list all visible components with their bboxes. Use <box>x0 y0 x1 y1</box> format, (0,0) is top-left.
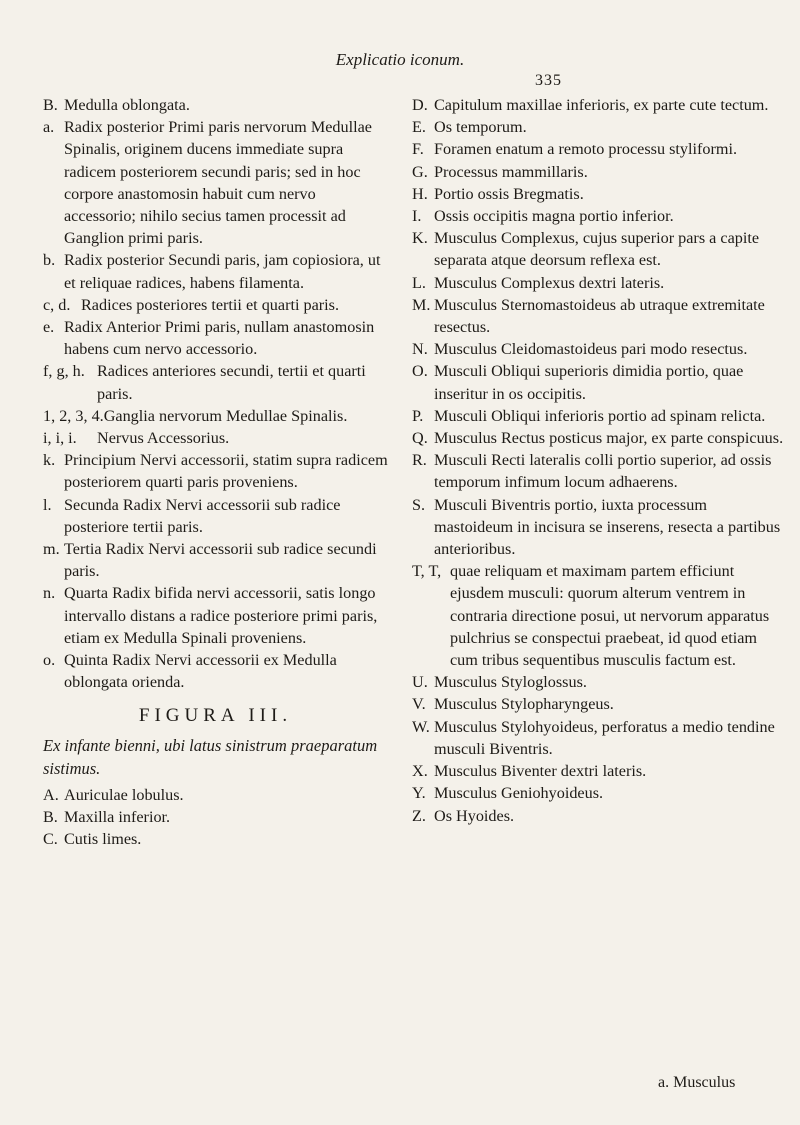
legend-key: U. <box>412 673 428 692</box>
legend-key: E. <box>412 118 426 137</box>
legend-entry <box>43 405 388 427</box>
legend-key: o. <box>43 651 56 670</box>
legend-entry <box>43 294 388 316</box>
legend-text: Radix Anterior Primi paris, nullam anastomosin habens cum nervo accessorio. <box>64 318 375 359</box>
legend-text: Cutis limes. <box>64 830 142 849</box>
legend-text: Musculus Stylohyoideus, perforatus a medio tendine musculi Biventris. <box>434 717 775 758</box>
legend-key: k. <box>43 451 56 470</box>
legend-entry <box>412 805 784 827</box>
running-head: Explicatio iconum. <box>335 50 465 69</box>
legend-text: Radix posterior Primi paris nervorum Medullae Spinalis, originem ducens immediate supra radicem posteriorem secundi paris; sed in hoc corpore anastomosin habuit cum nervo accessorio; nihilo secius tamen processit ad Ganglion primi paris. <box>64 118 372 248</box>
legend-key: i, i, i. <box>43 429 77 448</box>
legend-text: Portio ossis Bregmatis. <box>434 184 584 203</box>
legend-text: Musculi Recti lateralis colli portio superior, ad ossis temporum infimum locum adhaerens. <box>434 451 772 492</box>
legend-key: D. <box>412 96 428 114</box>
legend-text: Musculi Biventris portio, iuxta processum mastoideum in incisura se inserens, resecta a partibus anterioribus. <box>434 495 781 559</box>
right-column <box>412 94 784 827</box>
left-column <box>43 94 388 850</box>
legend-text: Musculus Complexus dextri lateris. <box>434 273 665 292</box>
legend-entry <box>43 828 388 850</box>
legend-text: Musculus Geniohyoideus. <box>434 784 604 803</box>
legend-text: Musculi Obliqui inferioris portio ad spinam relicta. <box>434 406 766 425</box>
legend-entry <box>412 161 784 183</box>
legend-entry <box>43 316 388 360</box>
legend-entry <box>412 360 784 404</box>
legend-entry <box>412 693 784 715</box>
legend-key: n. <box>43 584 56 603</box>
legend-entry <box>412 760 784 782</box>
legend-text: Quarta Radix bifida nervi accessorii, satis longo intervallo distans a radice posteriore primi paris, etiam ex Medulla Spinali proveniens. <box>64 584 378 647</box>
legend-key: R. <box>412 451 427 470</box>
legend-entry <box>412 227 784 271</box>
legend-text: Os temporum. <box>434 118 527 137</box>
legend-text: Maxilla inferior. <box>64 807 171 826</box>
legend-text: Capitulum maxillae inferioris, ex parte cute tectum. <box>434 96 769 114</box>
legend-key: m. <box>43 540 60 559</box>
legend-entry <box>412 94 784 116</box>
legend-key: C. <box>43 830 58 849</box>
legend-key: L. <box>412 273 426 292</box>
legend-entry <box>43 494 388 538</box>
legend-entry <box>43 360 388 404</box>
legend-entry <box>412 449 784 493</box>
legend-entry <box>43 649 388 693</box>
figure-caption: Ex infante bienni, ubi latus sinistrum praeparatum sistimus. <box>43 735 378 778</box>
legend-key: B. <box>43 807 58 826</box>
legend-entry <box>412 427 784 449</box>
legend-text: Nervus Accessorius. <box>97 429 230 448</box>
legend-text: Foramen enatum a remoto processu styliformi. <box>434 140 737 159</box>
legend-key: Y. <box>412 784 426 803</box>
legend-key: e. <box>43 318 55 337</box>
legend-entry <box>43 249 388 293</box>
legend-key: K. <box>412 229 428 248</box>
legend-key: f, g, h. <box>43 362 85 381</box>
legend-key: T, T, <box>412 562 442 581</box>
legend-text: Musculus Biventer dextri lateris. <box>434 762 647 781</box>
legend-key: F. <box>412 140 424 159</box>
legend-text: Processus mammillaris. <box>434 162 588 181</box>
legend-text: Musculus Cleidomastoideus pari modo resectus. <box>434 340 748 359</box>
legend-text: Radices posteriores tertii et quarti paris. <box>81 295 340 314</box>
legend-entry <box>412 116 784 138</box>
legend-entry <box>43 538 388 582</box>
legend-text: Musculi Obliqui superioris dimidia portio, quae inseritur in os occipitis. <box>434 362 744 403</box>
legend-entry <box>43 784 388 806</box>
legend-entry <box>43 116 388 249</box>
right-entry-list <box>412 94 784 827</box>
legend-text: Radices anteriores secundi, tertii et quarti paris. <box>97 362 366 403</box>
legend-entry <box>412 205 784 227</box>
legend-text: Musculus Styloglossus. <box>434 673 587 692</box>
legend-entry <box>43 427 388 449</box>
page-number: 335 <box>535 72 562 89</box>
legend-key: l. <box>43 495 52 514</box>
legend-entry <box>412 671 784 693</box>
left-entry-list <box>43 94 388 693</box>
legend-entry <box>43 806 388 828</box>
legend-entry <box>412 494 784 561</box>
legend-key: P. <box>412 406 424 425</box>
legend-text: Ossis occipitis magna portio inferior. <box>434 207 674 226</box>
legend-entry <box>412 272 784 294</box>
figure-heading: FIGURA III. <box>138 705 293 727</box>
legend-text: Medulla oblongata. <box>64 96 190 114</box>
legend-key: N. <box>412 340 428 359</box>
legend-text: Secunda Radix Nervi accessorii sub radice posteriore tertii paris. <box>64 495 341 536</box>
legend-entry <box>412 183 784 205</box>
legend-entry <box>412 560 784 671</box>
legend-text: Musculus Sternomastoideus ab utraque extremitate resectus. <box>434 295 765 337</box>
legend-key: A. <box>43 785 59 804</box>
legend-text: Auriculae lobulus. <box>64 785 184 804</box>
legend-text: Quinta Radix Nervi accessorii ex Medulla oblongata orienda. <box>64 651 337 692</box>
legend-key: W. <box>412 717 430 736</box>
legend-entry <box>412 782 784 804</box>
legend-key: b. <box>43 251 56 270</box>
legend-text: Principium Nervi accessorii, statim supra radicem posteriorem quarti paris proveniens. <box>64 451 388 492</box>
legend-key: V. <box>412 695 426 714</box>
legend-entry <box>412 716 784 760</box>
legend-key: H. <box>412 184 428 203</box>
legend-entry <box>43 94 388 116</box>
catchword: a. Musculus <box>658 1074 736 1091</box>
legend-key: G. <box>412 162 428 181</box>
legend-text: Musculus Complexus, cujus superior pars a capite separata atque deorsum reflexa est. <box>434 229 760 270</box>
legend-text: quae reliquam et maximam partem efficiunt ejusdem musculi: quorum alterum ventrem in contraria directione posui, ut nervorum apparatus pulchrius se conspectui praebeat, id quod etiam cum tribus sequentibus musculis factum est. <box>450 562 770 670</box>
legend-key: a. <box>43 118 55 137</box>
legend-key: c, d. <box>43 295 71 314</box>
legend-text: Os Hyoides. <box>434 806 515 825</box>
legend-key: S. <box>412 495 426 514</box>
legend-entry <box>43 449 388 493</box>
legend-text: Musculus Stylopharyngeus. <box>434 695 614 714</box>
legend-entry <box>412 338 784 360</box>
legend-text: Radix posterior Secundi paris, jam copiosiora, ut et reliquae radices, habens filamenta. <box>64 251 381 292</box>
legend-entry <box>43 582 388 649</box>
legend-key: Z. <box>412 806 426 825</box>
figure-entry-list <box>43 784 388 851</box>
legend-key: I. <box>412 207 422 226</box>
legend-key: X. <box>412 762 428 781</box>
legend-key: O. <box>412 362 428 381</box>
legend-entry <box>412 405 784 427</box>
legend-key: M. <box>412 295 431 314</box>
legend-text: Musculus Rectus posticus major, ex parte conspicuus. <box>434 429 784 448</box>
legend-entry <box>412 138 784 160</box>
legend-key: B. <box>43 96 58 114</box>
legend-key: Q. <box>412 429 428 448</box>
legend-text: Ganglia nervorum Medullae Spinalis. <box>103 406 348 425</box>
legend-entry <box>412 294 784 338</box>
legend-key: 1, 2, 3, 4. <box>43 406 104 425</box>
legend-text: Tertia Radix Nervi accessorii sub radice secundi paris. <box>64 540 377 581</box>
